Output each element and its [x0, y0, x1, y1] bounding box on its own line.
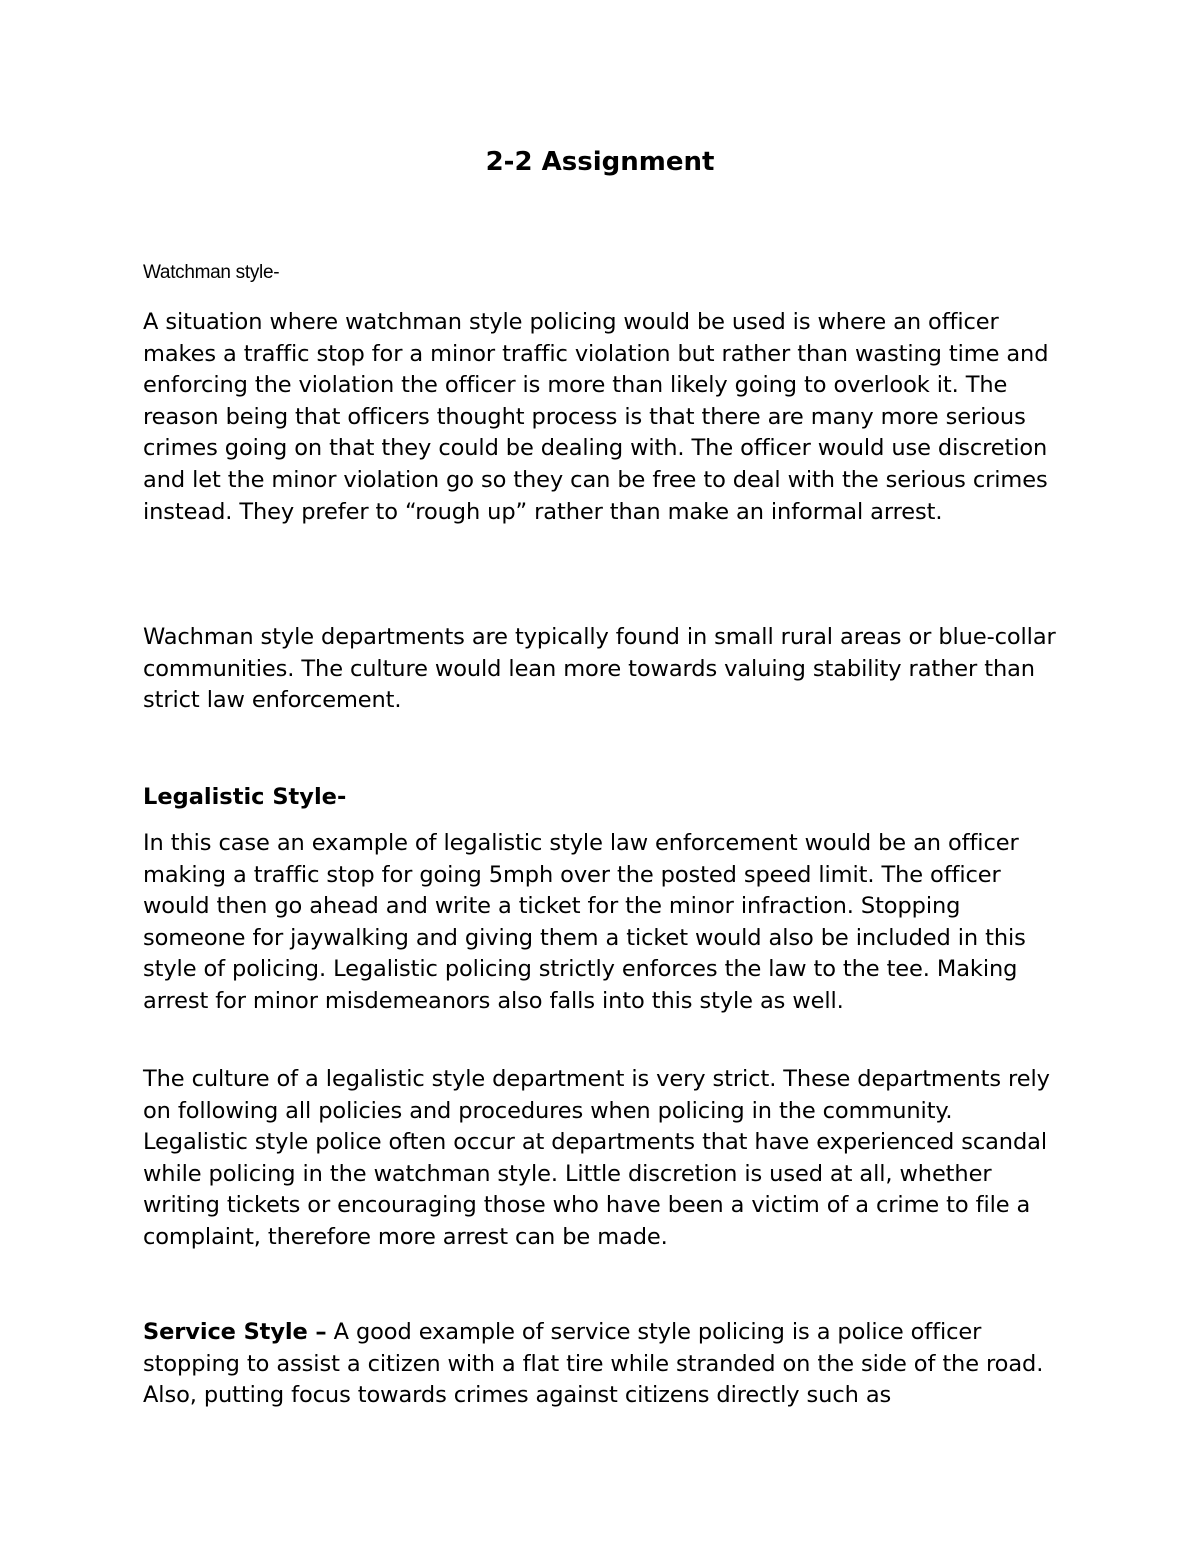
legalistic-paragraph-2: The culture of a legalistic style department is very strict. These departments rely on following all policies and procedures when policing in the community. Legalistic style police often occur at departments that have experienced scandal while policing in the watchman style. Little discretion is used at all, whether writing tickets or encouraging those who have been a victim of a crime to file a complaint, therefore more arrest can be made.	[143, 1066, 1050, 1250]
service-heading: Service Style –	[143, 1319, 327, 1345]
document-title: 2-2 Assignment	[485, 147, 715, 177]
watchman-heading: Watchman style-	[143, 262, 280, 283]
legalistic-paragraph-1: In this case an example of legalistic style law enforcement would be an officer making a traffic stop for going 5mph over the posted speed limit. The officer would then go ahead and write a ticket for the minor infraction. Stopping someone for jaywalking and giving them a ticket would also be included in this style of policing. Legalistic policing strictly enforces the law to the tee. Making arrest for minor misdemeanors also falls into this style as well.	[143, 830, 1026, 1014]
service-paragraph-text: A good example of service style policing is a police officer stopping to assist a citizen with a flat tire while stranded on the side of the road. Also, putting focus towards crimes against citizens directly such as	[143, 1319, 1044, 1409]
watchman-paragraph-1: A situation where watchman style policing would be used is where an officer makes a traffic stop for a minor traffic violation but rather than wasting time and enforcing the violation the officer is more than likely going to overlook it. The reason being that officers thought process is that there are many more serious crimes going on that they could be dealing with. The officer would use discretion and let the minor violation go so they can be free to deal with the serious crimes instead. They prefer to “rough up” rather than make an informal arrest.	[143, 309, 1049, 525]
service-paragraph	[143, 1317, 1063, 1412]
legalistic-heading: Legalistic Style-	[143, 784, 347, 810]
watchman-paragraph-2: Wachman style departments are typically found in small rural areas or blue-collar communities. The culture would lean more towards valuing stability rather than strict law enforcement.	[143, 624, 1056, 714]
